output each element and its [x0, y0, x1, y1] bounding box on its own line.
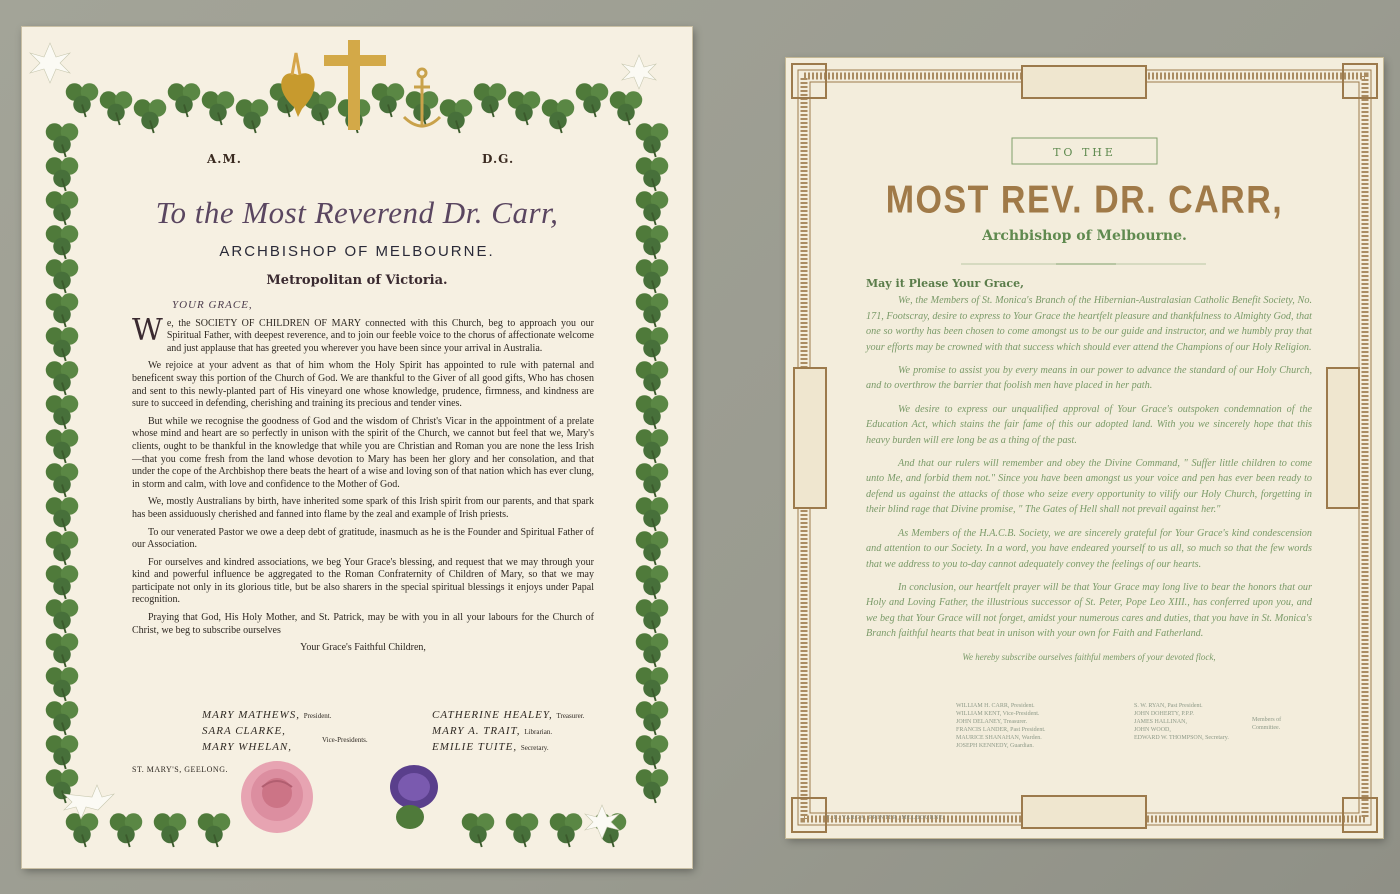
address-subtitle: ARCHBISHOP OF MELBOURNE. — [219, 243, 495, 260]
shamrock-icon — [46, 667, 79, 701]
salutation: YOUR GRACE, — [172, 299, 253, 311]
shamrock-icon — [636, 701, 669, 735]
sacred-heart-icon — [281, 53, 314, 117]
shamrock-icon — [46, 123, 79, 157]
shamrock-icon — [636, 599, 669, 633]
shamrock-icon — [46, 327, 79, 361]
shamrock-icon — [636, 531, 669, 565]
shamrock-icon — [636, 293, 669, 327]
paragraph: As Members of the H.A.C.B. Society, we are sincerely grateful for Your Grace's kind condescension and attention to our Society. In a word, you have endeared yourself to us all, so much so that the few words that we address to you to-day cannot adequately convey the feelings of our hearts. — [866, 527, 1312, 570]
address-title: To the Most Reverend Dr. Carr, — [155, 195, 559, 230]
signatory: MARY WHELAN, — [202, 741, 293, 753]
shamrock-icon — [636, 327, 669, 361]
shamrock-icon — [462, 813, 495, 847]
members-column-2 — [1134, 702, 1299, 742]
paragraph: Praying that God, His Holy Mother, and St. Patrick, may be with you in all your labours for the Church of Christ, we beg to subscribe ourselves — [132, 612, 594, 636]
shamrock-icon — [46, 701, 79, 735]
shamrock-icon — [636, 429, 669, 463]
monogram-dg: D.G. — [482, 152, 515, 166]
member: FRANCIS LANDER, Past President. — [956, 727, 1046, 733]
rose-icon — [241, 761, 313, 833]
greeting: May it Please Your Grace, — [866, 277, 1024, 290]
member: JAMES HALLINAN, — [1134, 719, 1187, 725]
closing-line: Your Grace's Faithful Children, — [300, 642, 426, 654]
shamrock-icon — [110, 813, 143, 847]
paragraph: We, the Members of St. Monica's Branch of the Hibernian-Australasian Catholic Benefit Society, No. 171, Footscray, desire to express to Your Grace the heartfelt pleasure and thankfulness to Almighty God, that one so worthy has been chosen to come amongst us to be our guide and instructor, and we humbly pray that your efforts may be crowned with that success which should ever attend the Champions of our Holy Religion. — [866, 295, 1312, 353]
shamrock-icon — [46, 395, 79, 429]
paragraph: We, the SOCIETY OF CHILDREN OF MARY connected with this Church, beg to approach you our Spiritual Father, with deepest reverence, and to join our feeble voice to the chorus of affectionate welcome and just applause that has greeted you wherever you have been since your arrival in Australia. — [132, 312, 594, 354]
shamrock-icon — [66, 83, 99, 117]
shamrock-icon — [636, 395, 669, 429]
signatory: SARA CLARKE, — [202, 725, 286, 737]
address-subtitle: Archbishop of Melbourne. — [982, 228, 1187, 244]
signatory: MARY A. TRAIT, Librarian. — [432, 725, 553, 737]
shamrock-icon — [636, 361, 669, 395]
shamrock-icon — [542, 99, 575, 133]
place-line: ST. MARY'S, GEELONG. — [132, 765, 228, 774]
religious-emblems — [272, 37, 452, 147]
shamrock-icon — [46, 565, 79, 599]
address-right — [786, 58, 1383, 838]
signatory-role: Vice-Presidents. — [322, 736, 368, 744]
monogram-am: A.M. — [207, 152, 242, 166]
shamrock-icon — [46, 735, 79, 769]
shamrock-icon — [636, 633, 669, 667]
cross-icon — [324, 40, 386, 130]
address-body — [132, 299, 594, 655]
shamrock-icon — [636, 735, 669, 769]
member: JOHN WOOD, — [1134, 727, 1171, 733]
signatory: MARY MATHEWS, President. — [202, 709, 332, 721]
shamrock-icon — [46, 497, 79, 531]
shamrock-icon — [46, 633, 79, 667]
member: JOHN DELANEY, Treasurer. — [956, 719, 1028, 725]
paragraph: But while we recognise the goodness of God and the wisdom of Christ's Vicar in the appointment of a prelate whose mind and heart are so perfectly in unison with the spirit of the Church, we cannot but feel that we, Mary's clients, ought to be thankful in the knowledge that while you are Christian and Roman you are none the less Irish—that you come fresh from the land whose devotion to Mary has been her glory and her consolation, and that under the cope of the Archbishop there beats the heart of a wise and loving son of that nation which has ever clung, in storm and calm, with love and confidence to the Mother of God. — [132, 415, 594, 490]
signatory: CATHERINE HEALEY, Treasurer. — [432, 709, 585, 721]
subscribe-line: We hereby subscribe ourselves faithful members of your devoted flock, — [962, 651, 1216, 662]
committee-label: Members of Committee. — [1252, 717, 1282, 731]
shamrock-icon — [100, 91, 133, 125]
shamrock-icon — [154, 813, 187, 847]
shamrock-icon — [610, 91, 643, 125]
shamrock-icon — [46, 599, 79, 633]
shamrock-icon — [46, 293, 79, 327]
anchor-icon — [404, 69, 440, 127]
shamrock-icon — [168, 83, 201, 117]
shamrock-icon — [198, 813, 231, 847]
shamrock-icon — [134, 99, 167, 133]
shamrock-icon — [636, 497, 669, 531]
shamrock-icon — [636, 463, 669, 497]
paragraph: And that our rulers will remember and obey the Divine Command, " Suffer little children to come unto Me, and forbid them not." Since you have been amongst us your voice and pen has ever been ready to defend us against the attacks of those who seize every opportunity to vilify our Holy Church, forgetting in their blind rage that Divine promise, " The Gates of Hell shall not prevail against her." — [866, 458, 1312, 516]
shamrock-icon — [636, 157, 669, 191]
member: WILLIAM KENT, Vice-President. — [956, 711, 1040, 717]
shamrock-icon — [508, 91, 541, 125]
shamrock-icon — [474, 83, 507, 117]
printer-credit: T. E. VARGA, PRINTER, MELBOURNE. — [826, 815, 946, 821]
to-the-label: TO THE — [1053, 146, 1116, 159]
member: EDWARD W. THOMPSON, Secretary. — [1134, 735, 1229, 741]
paragraph: To our venerated Pastor we owe a deep debt of gratitude, inasmuch as he is the Founder and Spiritual Father of our Association. — [132, 526, 594, 551]
signatory: EMILIE TUITE, Secretary. — [432, 741, 549, 753]
shamrock-icon — [46, 463, 79, 497]
shamrock-icon — [576, 83, 609, 117]
shamrock-icon — [506, 813, 539, 847]
member: JOHN DOHERTY, P.P.P. — [1134, 711, 1194, 717]
paragraph: We promise to assist you by every means in our power to advance the standard of our Holy Church, and to overthrow the barrier that foolish men have placed in her path. — [866, 365, 1312, 392]
shamrock-icon — [46, 157, 79, 191]
paragraph: We, mostly Australians by birth, have inherited some spark of this Irish spirit from our parents, and that spark has been assiduously cherished and fanned into flame by the zeal and example of Irish priests. — [132, 496, 594, 520]
shamrock-icon — [236, 99, 269, 133]
member: S. W. RYAN, Past President. — [1134, 703, 1203, 709]
shamrock-icon — [46, 429, 79, 463]
address-body — [866, 276, 1312, 673]
shamrock-icon — [202, 91, 235, 125]
member: WILLIAM H. CARR, President. — [956, 703, 1035, 709]
shamrock-icon — [46, 531, 79, 565]
members-column-1 — [956, 702, 1121, 750]
shamrock-icon — [66, 813, 99, 847]
shamrock-icon — [636, 123, 669, 157]
paragraph: For ourselves and kindred associations, we beg Your Grace's blessing, and request that we may through your kind and powerful influence be aggregated to the Roman Confraternity of Children of Mary, so that we may participate not only in its glorious title, but be also sharers in the special spiritual blessings it enjoys under Papal recognition. — [132, 556, 594, 606]
member: JOSEPH KENNEDY, Guardian. — [956, 743, 1034, 749]
address-title: MOST REV. DR. CARR, — [885, 178, 1284, 222]
shamrock-icon — [636, 667, 669, 701]
thistle-icon — [390, 765, 438, 829]
shamrock-icon — [636, 769, 669, 803]
paragraph: We desire to express our unqualified approval of Your Grace's outspoken condemnation of the Education Act, which stains the fair fame of this our adopted land. With you we sincerely hope that this heavy burden will ere long be as a thing of the past. — [866, 403, 1312, 446]
address-left — [22, 27, 692, 868]
paragraph: We rejoice at your advent as that of him whom the Holy Spirit has appointed to rule with paternal and beneficent sway this portion of the Church of God. We are thankful to the Giver of all good gifts, Who has chosen and sent to this newly-planted part of His vineyard one whose knowledge, prudence, firmness, and kindness are sure to succeed in defending, cherishing and training its precious and tender vines. — [132, 360, 594, 410]
shamrock-icon — [46, 361, 79, 395]
address-subtitle-2: Metropolitan of Victoria. — [266, 273, 448, 288]
shamrock-icon — [550, 813, 583, 847]
drop-cap: W — [132, 312, 163, 348]
member: MAURICE SHANAHAN, Warden. — [956, 735, 1042, 741]
shamrock-icon — [636, 565, 669, 599]
paragraph: In conclusion, our heartfelt prayer will be that Your Grace may long live to bear the honors that our Holy and Loving Father, the illustrious successor of St. Peter, Pope Leo XIII., has conferred upon you, and we beg that Your Grace will not forget, amidst your numerous cares and duties, that you have in St. Monica's Branch faithful hearts that beat in unison with your own for Faith and Fatherland. — [866, 581, 1312, 640]
